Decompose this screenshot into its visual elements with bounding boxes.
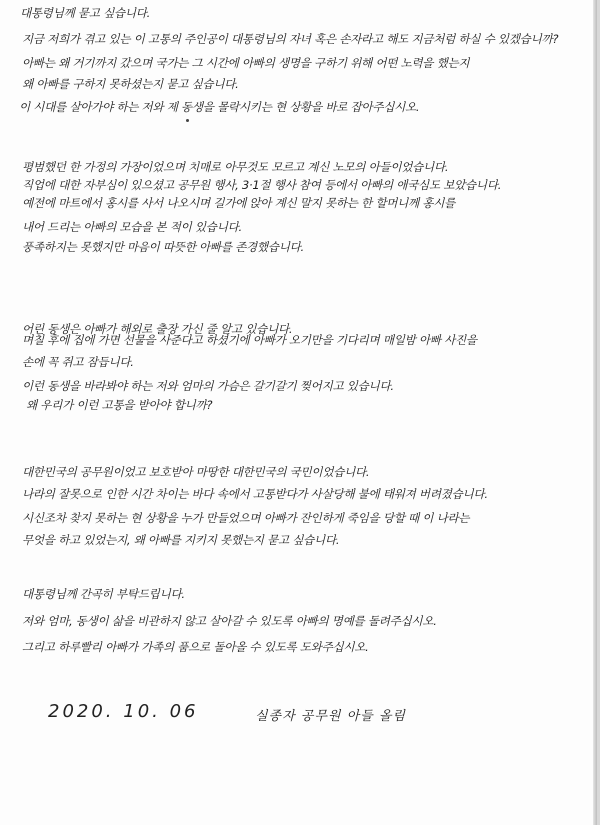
letter-line: 대통령님께 간곡히 부탁드립니다.	[22, 587, 185, 601]
letter-line: 아빠는 왜 거기까지 갔으며 국가는 그 시간에 아빠의 생명을 구하기 위해 어떤 노력을 했는지	[22, 56, 470, 70]
letter-line: 풍족하지는 못했지만 마음이 따뜻한 아빠를 존경했습니다.	[22, 240, 304, 254]
letter-line: 며칠 후에 집에 가면 선물을 사준다고 하셨기에 아빠가 오기만을 기다리며 매일밤 아빠 사진을	[22, 333, 477, 347]
letter-line: 예전에 마트에서 홍시를 사서 나오시며 길가에 앉아 계신 말지 못하는 한 할머니께 홍시를	[22, 196, 456, 210]
letter-line: 평범했던 한 가정의 가장이었으며 치매로 아무것도 모르고 계신 노모의 아들이었습니다.	[22, 160, 449, 174]
ink-dot	[186, 119, 189, 122]
letter-line: 시신조차 찾지 못하는 현 상황을 누가 만들었으며 아빠가 잔인하게 죽임을 당할 때 이 나라는	[22, 511, 470, 525]
letter-line: 대통령님께 묻고 싶습니다.	[20, 6, 151, 20]
letter-line: 지금 저희가 겪고 있는 이 고통의 주인공이 대통령님의 자녀 혹은 손자라고 해도 지금처럼 하실 수 있겠습니까?	[22, 32, 559, 46]
letter-line: 손에 꼭 쥐고 잠듭니다.	[22, 355, 134, 369]
letter-line: 어린 동생은 아빠가 해외로 출장 가신 줄 알고 있습니다.	[22, 322, 293, 336]
letter-line: 직업에 대한 자부심이 있으셨고 공무원 행사, 3·1절 행사 참여 등에서 아빠의 애국심도 보았습니다.	[22, 178, 502, 192]
letter-line: 대한민국의 공무원이었고 보호받아 마땅한 대한민국의 국민이었습니다.	[22, 465, 370, 479]
scan-edge	[593, 0, 597, 825]
letter-line: 나라의 잘못으로 인한 시간 차이는 바다 속에서 고통받다가 사살당해 불에 태워져 버려졌습니다.	[22, 487, 488, 501]
letter-line: 그리고 하루빨리 아빠가 가족의 품으로 돌아올 수 있도록 도와주십시오.	[22, 640, 369, 654]
letter-line: 왜 아빠를 구하지 못하셨는지 묻고 싶습니다.	[22, 77, 239, 91]
letter-line: 저와 엄마, 동생이 삶을 비관하지 않고 살아갈 수 있도록 아빠의 명예를 돌려주십시오.	[22, 614, 437, 628]
letter-line: 이런 동생을 바라봐야 하는 저와 엄마의 가슴은 갈기갈기 찢어지고 있습니다.	[22, 379, 394, 393]
letter-line: 내어 드리는 아빠의 모습을 본 적이 있습니다.	[22, 220, 242, 234]
letter-line: 무엇을 하고 있었는지, 왜 아빠를 지키지 못했는지 묻고 싶습니다.	[22, 533, 340, 547]
letter-line: 왜 우리가 이런 고통을 받아야 합니까?	[26, 398, 213, 412]
letter-signature: 실종자 공무원 아들 올림	[255, 709, 406, 724]
letter-date: 2020. 10. 06	[48, 701, 199, 722]
letter-line: 이 시대를 살아가야 하는 저와 제 동생을 몰락시키는 현 상황을 바로 잡아주십시오.	[19, 100, 420, 114]
